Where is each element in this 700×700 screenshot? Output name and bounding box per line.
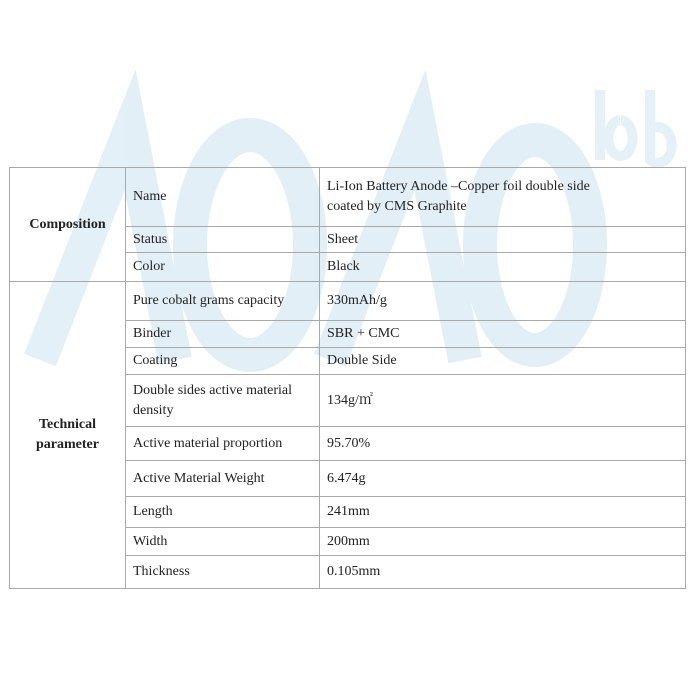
row-key: Status: [126, 227, 320, 253]
group-technical-parameter: Technical parameter: [10, 282, 126, 589]
row-key: Thickness: [126, 556, 320, 589]
row-key: Binder: [126, 321, 320, 348]
group-composition: Composition: [10, 168, 126, 282]
row-value: Sheet: [320, 227, 686, 253]
row-key: Pure cobalt grams capacity: [126, 282, 320, 321]
spec-table: [9, 167, 686, 589]
row-value: Li-Ion Battery Anode –Copper foil double side coated by CMS Graphite: [320, 168, 686, 227]
row-value: 241mm: [320, 497, 686, 528]
row-value: Black: [320, 253, 686, 282]
row-key: Active Material Weight: [126, 461, 320, 497]
table-row: [10, 282, 686, 321]
row-value: 95.70%: [320, 427, 686, 461]
row-value: 6.474g: [320, 461, 686, 497]
row-value: SBR + CMC: [320, 321, 686, 348]
row-value: Double Side: [320, 348, 686, 375]
row-key: Double sides active material density: [126, 375, 320, 427]
row-key: Length: [126, 497, 320, 528]
row-value: 330mAh/g: [320, 282, 686, 321]
row-key: Active material proportion: [126, 427, 320, 461]
row-value: 0.105mm: [320, 556, 686, 589]
row-value: 134g/㎡: [320, 375, 686, 427]
row-key: Width: [126, 528, 320, 556]
row-value: 200mm: [320, 528, 686, 556]
table-row: [10, 168, 686, 227]
row-key: Coating: [126, 348, 320, 375]
row-key: Name: [126, 168, 320, 227]
row-key: Color: [126, 253, 320, 282]
